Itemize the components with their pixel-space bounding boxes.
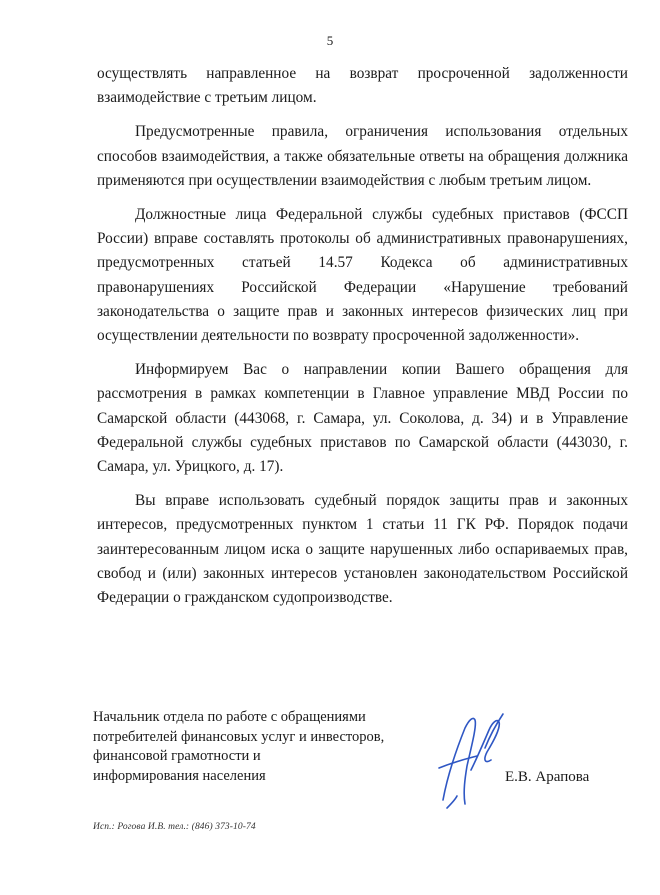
paragraph-1: осуществлять направленное на возврат просроченной задолженности взаимодействие с третьим лицом. (97, 65, 628, 107)
paragraph-3: Должностные лица Федеральной службы судебных приставов (ФССП России) вправе составлять протоколы об административных правонарушениях, предусмотренных статьей 14.57 Кодекса об административных правонарушениях Российской Федерации «Нарушение требований законодательства о защите прав и законных интересов физических лиц при осуществлении деятельности по возврату просроченной задолженности». (97, 206, 628, 345)
letter-body (97, 62, 628, 620)
paragraph-4: Информируем Вас о направлении копии Вашего обращения для рассмотрения в рамках компетенции в Главное управление МВД России по Самарской области (443068, г. Самара, ул. Соколова, д. 34) и в Управление Федеральной службы судебных приставов по Самарской области (443030, г. Самара, ул. Урицкого, д. 17). (97, 361, 628, 476)
position-line-1: Начальник отдела по работе с обращениями (93, 709, 366, 725)
executor-contact: Исп.: Рогова И.В. тел.: (846) 373-10-74 (93, 822, 256, 832)
handwritten-signature (425, 708, 515, 818)
page-number: 5 (326, 33, 334, 48)
paragraph-2: Предусмотренные правила, ограничения использования отдельных способов взаимодействия, а также обязательные ответы на обращения должника применяются при осуществлении взаимодействия с любым третьим лицом. (97, 123, 628, 189)
position-line-4: информирования населения (93, 767, 266, 784)
position-line-3: финансовой грамотности и (93, 748, 261, 765)
signer-name: Е.В. Арапова (505, 769, 590, 785)
position-line-2: потребителей финансовых услуг и инвесторов, (93, 728, 385, 745)
signer-position (93, 708, 433, 786)
paragraph-5: Вы вправе использовать судебный порядок защиты прав и законных интересов, предусмотренных пунктом 1 статьи 11 ГК РФ. Порядок подачи заинтересованным лицом иска о защите нарушенных либо оспариваемых прав, свобод и (или) законных интересов установлен законодательством Российской Федерации о гражданском судопроизводстве. (97, 492, 628, 607)
